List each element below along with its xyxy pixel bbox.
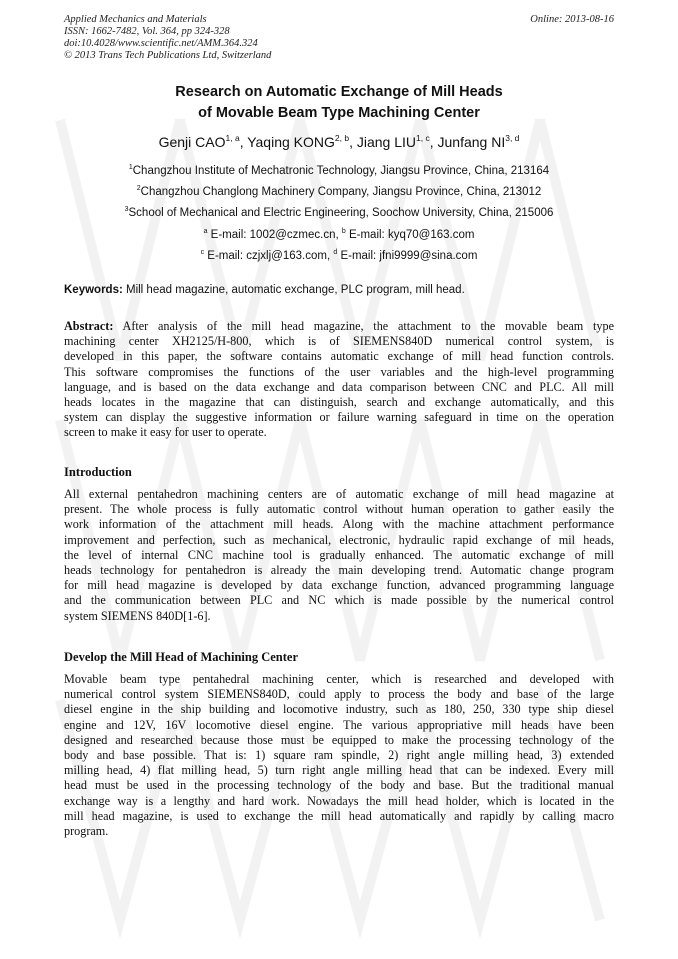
body-line: program. [64, 824, 109, 839]
affiliation-2 [0, 185, 678, 199]
body-line: mill head magazine, is used to exchange the mill head automatically and rapidly by calling macro [64, 808, 614, 823]
author-name: Yaqing KONG [247, 134, 335, 150]
body-line: system SIEMENS 840D[1-6]. [64, 608, 211, 623]
section-heading-develop: Develop the Mill Head of Machining Center [64, 650, 298, 664]
section-heading-introduction: Introduction [64, 465, 132, 479]
abstract-line: system can display the suggestive information or failure warning safeguard in time on the operation [64, 410, 614, 425]
author-list [0, 133, 678, 151]
body-line: engine and 12V, 16V locomotive diesel engine. The various appropriative mill heads have been [64, 717, 614, 732]
body-line: exchange way is a lengthy and hard work. Nowadays the mill head holder, which is located in the [64, 793, 614, 808]
abstract-label: Abstract: [64, 319, 114, 333]
author-name: Genji CAO [158, 134, 226, 150]
author-name: Junfang NI [437, 134, 506, 150]
email-line-2 [0, 249, 678, 263]
body-line: head must be used in the processing technology of the body and base. But the traditional manual [64, 778, 614, 793]
email-text[interactable]: E-mail: czjxlj@163.com, [204, 250, 334, 262]
body-line: work information of the attachment mill heads. Along with the machine attachment performance [64, 517, 614, 532]
abstract-line: Abstract: After analysis of the mill head magazine, the attachment to the movable beam type [64, 319, 614, 333]
body-line: the level of internal CNC machine tool is gradually enhanced. The automatic exchange of mill [64, 547, 614, 562]
journal-name: Applied Mechanics and Materials [64, 14, 207, 25]
body-line: heads technology for pentahedron is already the main developing trend. Automatic change program [64, 563, 614, 578]
copyright-line: © 2013 Trans Tech Publications Ltd, Switzerland [64, 50, 272, 61]
doi-line[interactable]: doi:10.4028/www.scientific.net/AMM.364.324 [64, 38, 258, 49]
body-line: diesel engine in the ship building and locomotive industry, such as 180, 250, 330 type ship diesel [64, 702, 614, 717]
body-line: improvement and perfection, such as mechanical, electronic, hydraulic rapid exchange of mil heads, [64, 532, 614, 547]
email-sup: c [200, 249, 205, 256]
abstract-paragraph [64, 319, 614, 441]
keywords-text: Mill head magazine, automatic exchange, PLC program, mill head. [122, 284, 465, 296]
body-line: All external pentahedron machining centers are of automatic exchange of mill head magazine at [64, 487, 614, 501]
affiliation-text: Changzhou Institute of Mechatronic Technology, Jiangsu Province, China, 213164 [132, 165, 550, 177]
abstract-line: developed in this paper, the software contains automatic exchange of mill head function controls. [64, 349, 614, 364]
abstract-line: heads locates in the magazine that can distinguish, search and exchange automatically, and this [64, 395, 614, 410]
title-line-2: of Movable Beam Type Machining Center [198, 105, 480, 121]
affiliation-sup: 3 [124, 206, 129, 213]
email-text[interactable]: E-mail: kyq70@163.com [345, 229, 475, 241]
keywords-label: Keywords: [64, 284, 123, 296]
email-text[interactable]: E-mail: 1002@czmec.cn, [207, 229, 342, 241]
paper-title [0, 82, 678, 124]
abstract-line: This software compromises the functions of the user variables and the high-level programming [64, 364, 614, 379]
develop-paragraph [64, 672, 614, 839]
body-line: Movable beam type pentahedral machining center, which is researched and developed with [64, 672, 614, 686]
email-sup: b [341, 228, 346, 235]
email-line-1 [0, 228, 678, 242]
affiliation-3 [0, 206, 678, 220]
author-sup: 2, b [334, 133, 350, 143]
abstract-line: language, and is based on the data exchange and data comparison between CNC and PLC. All mill [64, 379, 614, 394]
body-line: for mill head magazine is developed by data exchange function, advanced programming language [64, 578, 614, 593]
email-sup: d [333, 249, 338, 256]
title-line-1: Research on Automatic Exchange of Mill Heads [175, 84, 503, 100]
affiliation-text: School of Mechanical and Electric Engineering, Soochow University, China, 215006 [128, 207, 554, 219]
abstract-line: machining center XH2125/H-800, which is of SIEMENS840D numerical control system, is [64, 334, 614, 349]
author-name: Jiang LIU [356, 134, 417, 150]
body-line: and the communication between PLC and NC which is made possible by the numerical control [64, 593, 614, 608]
keywords [64, 283, 614, 297]
issn-line: ISSN: 1662-7482, Vol. 364, pp 324-328 [64, 26, 230, 37]
author-sup: 1, a [225, 133, 240, 143]
body-line: designed and researched because those must be equipped to make the processing technology of the [64, 732, 614, 747]
email-text[interactable]: E-mail: jfni9999@sina.com [337, 250, 478, 262]
author-sup: 1, c [416, 133, 430, 143]
author-separator: , [349, 134, 357, 150]
author-sup: 3, d [505, 133, 520, 143]
affiliation-text: Changzhou Changlong Machinery Company, Jiangsu Province, China, 213012 [140, 186, 542, 198]
body-line: present. The whole process is fully automatic control without human operation to gather easily the [64, 502, 614, 517]
abstract-line: screen to make it easy for user to operate. [64, 425, 267, 440]
introduction-paragraph [64, 487, 614, 624]
affiliation-1 [0, 164, 678, 178]
journal-header [64, 14, 271, 62]
affiliation-sup: 2 [136, 185, 141, 192]
body-line: body and base possible. That is: 1) square ram spindle, 2) right angle milling head, 3) extended [64, 748, 614, 763]
affiliation-sup: 1 [128, 164, 133, 171]
author-separator: , [429, 134, 438, 150]
author-separator: , [239, 134, 248, 150]
email-sup: a [203, 228, 208, 235]
body-line: numerical control system SIEMENS840D, could apply to process the body and base of the large [64, 687, 614, 702]
body-line: milling head, 4) flat milling head, 5) turn right angle milling head that can be indexed. Every mill [64, 763, 614, 778]
online-date: Online: 2013-08-16 [530, 14, 614, 25]
